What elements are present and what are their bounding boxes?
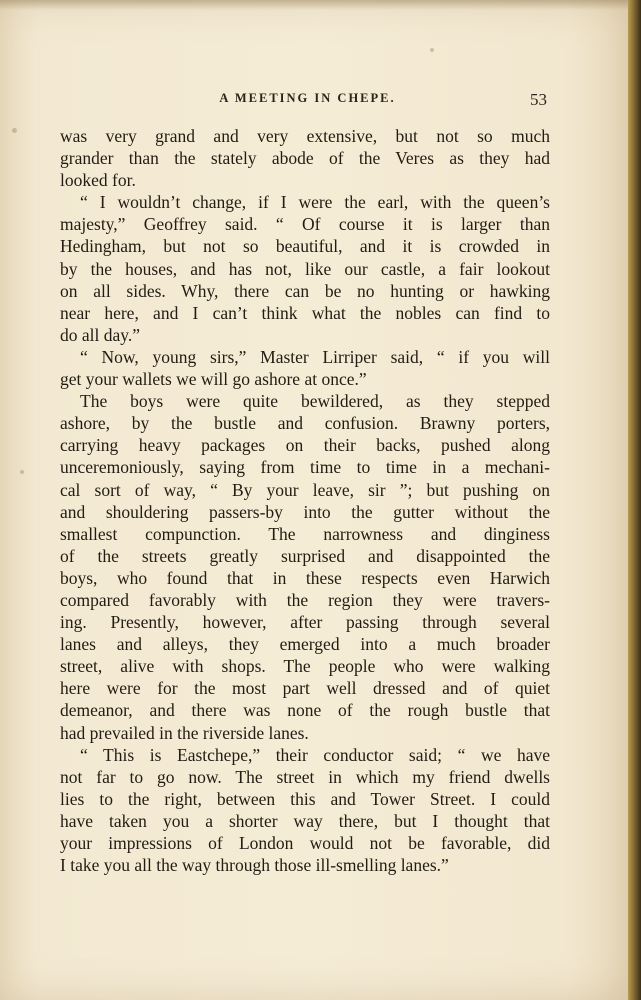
text-line: near here, and I can’t think what the nobles can find to [60, 302, 550, 323]
text-line: and shouldering passers-by into the gutter without the [60, 501, 550, 522]
text-line: Hedingham, but not so beautiful, and it is crowded in [60, 236, 550, 257]
text-line: was very grand and very extensive, but not so much [60, 126, 550, 146]
text-line: get your wallets we will go ashore at once.” [60, 369, 367, 390]
text-line: not far to go now. The street in which my friend dwells [60, 766, 550, 787]
text-line: cal sort of way, “ By your leave, sir ”; but pushing on [60, 479, 550, 500]
text-line: lies to the right, between this and Tower Street. I could [60, 788, 550, 809]
text-line: do all day.” [60, 324, 141, 345]
paper-speck [20, 470, 24, 474]
text-line: The boys were quite bewildered, as they stepped [80, 391, 550, 412]
text-line: had prevailed in the riverside lanes. [60, 722, 309, 743]
text-line: demeanor, and there was none of the rough bustle that [60, 700, 550, 721]
text-line: grander than the stately abode of the Veres as they had [60, 148, 550, 169]
text-line: compared favorably with the region they were travers- [60, 589, 550, 610]
text-line: on all sides. Why, there can be no hunting or hawking [60, 280, 550, 301]
text-line: “ This is Eastchepe,” their conductor said; “ we have [80, 744, 550, 765]
page-number: 53 [530, 90, 547, 109]
text-line: unceremoniously, saying from time to time in a mechani- [60, 457, 550, 478]
text-line: ashore, by the bustle and confusion. Brawny porters, [60, 413, 550, 434]
text-line: here were for the most part well dressed and of quiet [60, 678, 550, 699]
text-line: boys, who found that in these respects even Harwich [60, 567, 550, 588]
text-line: “ I wouldn’t change, if I were the earl, with the queen’s [80, 192, 550, 213]
body-text [60, 125, 550, 876]
paper-speck [430, 48, 434, 52]
text-line: majesty,” Geoffrey said. “ Of course it is larger than [60, 214, 550, 235]
text-line: have taken you a shorter way there, but I thought that [60, 810, 550, 831]
text-line: “ Now, young sirs,” Master Lirriper said, “ if you will [80, 346, 550, 367]
running-title: A MEETING IN CHEPE. [219, 91, 396, 105]
text-line: by the houses, and has not, like our castle, a fair lookout [60, 258, 550, 279]
paper-speck [12, 128, 17, 133]
page-top-shadow [0, 0, 628, 10]
text-line: ing. Presently, however, after passing through several [60, 612, 550, 633]
text-line: lanes and alleys, they emerged into a much broader [60, 634, 550, 655]
text-line: smallest compunction. The narrowness and dinginess [60, 523, 550, 544]
text-line: of the streets greatly surprised and disappointed the [60, 545, 550, 566]
text-line: looked for. [60, 170, 136, 191]
text-line: your impressions of London would not be favorable, did [60, 833, 550, 853]
page-edge [628, 0, 641, 1000]
text-line: I take you all the way through those ill-smelling lanes.” [60, 855, 449, 876]
text-line: carrying heavy packages on their backs, pushed along [60, 435, 550, 456]
text-line: street, alive with shops. The people who were walking [60, 656, 550, 677]
running-head [0, 91, 628, 111]
